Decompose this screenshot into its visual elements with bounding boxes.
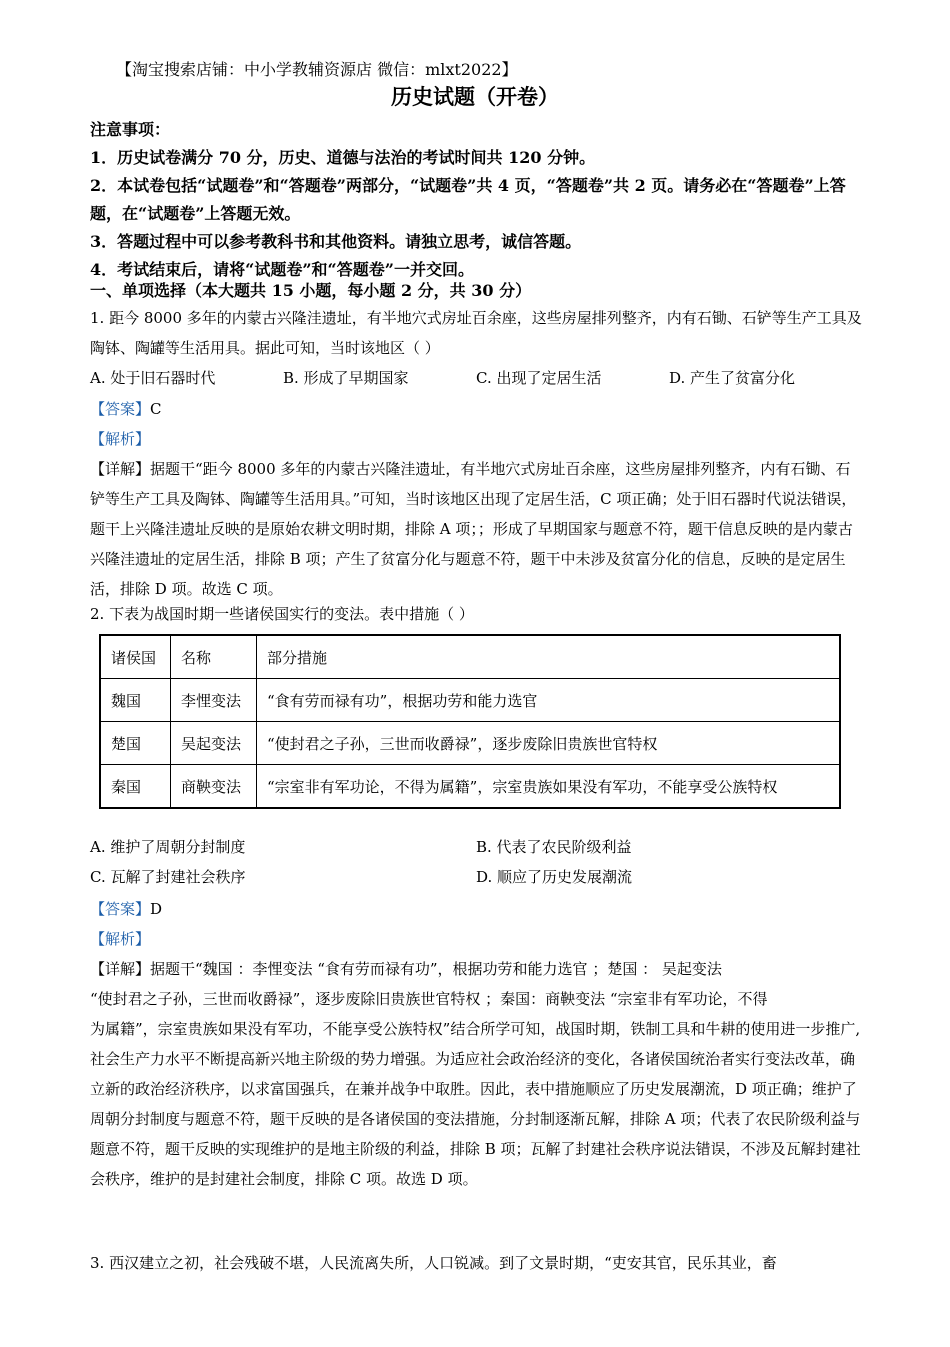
question-1-stem: 1. 距今 8000 多年的内蒙古兴隆洼遗址，有半地穴式房址百余座，这些房屋排列整齐，内有石锄、石铲等生产工具及陶钵、陶罐等生活用具。据此可知，当时该地区（ ） xyxy=(90,309,862,357)
question-1-answer xyxy=(90,394,862,424)
detail-text: 据题干“距今 8000 多年的内蒙古兴隆洼遗址，有半地穴式房址百余座，这些房屋排列整齐，内有石锄、石铲等生产工具及陶钵、陶罐等生活用具。”可知，当时该地区出现了定居生活，C 项正确；处于旧石器时代说法错误，题干上兴隆洼遗址反映的是原始农耕文明时期，排除 A 项；；形成了早期国家与题意不符，题干信息反映的是内蒙古兴隆洼遗址的定居生活，排除 B 项；产生了贫富分化与题意不符，题干中未涉及贫富分化的信息，反映的是定居生活，排除 D 项。故选 C 项。 xyxy=(90,460,857,598)
table-header-cell: 诸侯国 xyxy=(100,635,171,679)
question-2-answer xyxy=(90,894,862,924)
table-cell: 李悝变法 xyxy=(171,679,257,722)
question-3-stem: 3. 西汉建立之初，社会残破不堪，人民流离失所，人口锐减。到了文景时期，“吏安其官，民乐其业，畜 xyxy=(90,1254,777,1272)
store-info-line: 【淘宝搜索店铺：中小学教辅资源店 微信：mlxt2022】 xyxy=(116,60,518,79)
detail-tag: 【详解】 xyxy=(90,460,151,478)
section-heading: 一、单项选择（本大题共 15 小题，每小题 2 分，共 30 分） xyxy=(90,281,532,300)
option-c: C. 瓦解了封建社会秩序 xyxy=(90,868,246,886)
question-1-options xyxy=(90,363,862,393)
answer-value: D xyxy=(150,900,163,918)
table-row xyxy=(100,722,840,765)
detail-line: “使封君之子孙，三世而收爵禄”，逐步废除旧贵族世官特权 ；秦国：商鞅变法 “宗室非有军功论，不得 xyxy=(90,990,768,1008)
option-d: D. 产生了贫富分化 xyxy=(669,369,796,387)
detail-text: 为属籍”，宗室贵族如果没有军功，不能享受公族特权”结合所学可知，战国时期，铁制工具和牛耕的使用进一步推广,社会生产力水平不断提高新兴地主阶级的势力增强。为适应社会政治经济的变化，各诸侯国统治者实行变法改革，确立新的政治经济秩序，以求富国强兵，在兼并战争中取胜。因此，表中措施顺应了历史发展潮流，D 项正确；维护了周朝分封制度与题意不符，题干反映的是各诸侯国的变法措施，分封制逐渐瓦解，排除 A 项；代表了农民阶级利益与题意不符，题干反映的实现维护的是地主阶级的利益，排除 B 项；瓦解了封建社会秩序说法错误，不涉及瓦解封建社会秩序，维护的是封建社会制度，排除 C 项。故选 D 项。 xyxy=(90,1020,861,1188)
table-cell: 秦国 xyxy=(100,765,171,809)
answer-tag: 【答案】 xyxy=(90,900,151,918)
question-2-options xyxy=(90,832,862,892)
reform-table xyxy=(99,634,841,809)
option-c: C. 出现了定居生活 xyxy=(476,369,602,387)
answer-value: C xyxy=(150,400,162,418)
analysis-tag: 【解析】 xyxy=(90,430,151,448)
table-row xyxy=(100,679,840,722)
question-2-analysis-tag xyxy=(90,924,862,954)
option-b: B. 代表了农民阶级利益 xyxy=(476,838,632,856)
table-cell: 吴起变法 xyxy=(171,722,257,765)
question-1-analysis-tag xyxy=(90,424,862,454)
notice-item: 3．答题过程中可以参考教科书和其他资料。请独立思考，诚信答题。 xyxy=(90,232,582,251)
question-2-detail xyxy=(90,954,862,1194)
detail-line xyxy=(90,954,862,984)
notice-item: 2．本试卷包括“试题卷”和“答题卷”两部分，“试题卷”共 4 页，“答题卷”共 2 页。请务必在“答题卷”上答题，在“试题卷”上答题无效。 xyxy=(90,176,846,223)
question-1-detail xyxy=(90,454,862,604)
table-cell: 魏国 xyxy=(100,679,171,722)
table-header-cell: 部分措施 xyxy=(257,635,841,679)
table-cell: 商鞅变法 xyxy=(171,765,257,809)
table-cell: 楚国 xyxy=(100,722,171,765)
table-header-cell: 名称 xyxy=(171,635,257,679)
question-2-stem: 2. 下表为战国时期一些诸侯国实行的变法。表中措施（ ） xyxy=(90,605,474,623)
option-a: A. 处于旧石器时代 xyxy=(90,369,216,387)
table-header-row xyxy=(100,635,840,679)
table-cell: “使封君之子孙，三世而收爵禄”，逐步废除旧贵族世官特权 xyxy=(257,722,841,765)
page-title: 历史试题（开卷） xyxy=(391,84,559,109)
notice-item: 1．历史试卷满分 70 分，历史、道德与法治的考试时间共 120 分钟。 xyxy=(90,148,596,167)
detail-tag: 【详解】 xyxy=(90,960,151,978)
table-cell: “宗室非有军功论，不得为属籍”，宗室贵族如果没有军功，不能享受公族特权 xyxy=(257,765,841,809)
analysis-tag: 【解析】 xyxy=(90,930,151,948)
notice-heading: 注意事项： xyxy=(90,120,171,139)
answer-tag: 【答案】 xyxy=(90,400,151,418)
detail-text: 据题干“魏国 ：李悝变法 “食有劳而禄有功”，根据功劳和能力选官 ；楚国 ： 吴起变法 xyxy=(150,960,722,978)
notice-section xyxy=(90,116,865,284)
option-d: D. 顺应了历史发展潮流 xyxy=(476,868,633,886)
option-a: A. 维护了周朝分封制度 xyxy=(90,838,246,856)
option-b: B. 形成了早期国家 xyxy=(283,369,409,387)
table-cell: “食有劳而禄有功”，根据功劳和能力选官 xyxy=(257,679,841,722)
notice-item: 4．考试结束后，请将“试题卷”和“答题卷”一并交回。 xyxy=(90,260,474,279)
table-row xyxy=(100,765,840,809)
